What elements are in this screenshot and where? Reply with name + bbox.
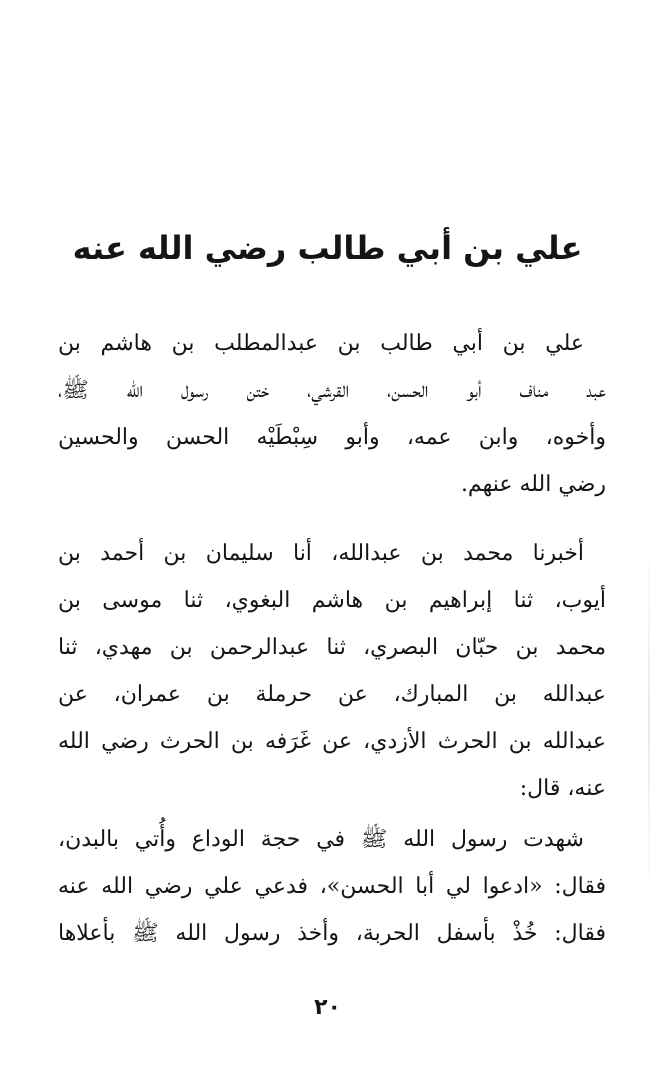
page-title: علي بن أبي طالب رضي الله عنه: [72, 229, 583, 267]
text-line: أخبرنا محمد بن عبدالله، أنا سليمان بن أحمد بن: [58, 541, 584, 566]
text-line: عبدالله بن المبارك، عن حرملة بن عمران، عن: [58, 682, 606, 707]
text-line: علي بن أبي طالب بن عبدالمطلب بن هاشم بن: [58, 331, 584, 356]
page-number: ٢٠: [314, 995, 341, 1020]
text-line: أيوب، ثنا إبراهيم بن هاشم البغوي، ثنا موسى بن: [58, 588, 606, 613]
text-line: وأخوه، وابن عمه، وأبو سِبْطَيْه الحسن والحسين: [58, 425, 606, 450]
text-line: عبدالله بن الحرث الأزدي، عن غَرَفه بن الحرث رضي الله: [58, 729, 606, 754]
paragraph-isnad: [58, 530, 606, 812]
paragraph-hadith: [58, 816, 606, 957]
text-line: شهدت رسول الله ﷺ في حجة الوداع وأُتي بالبدن،: [58, 827, 584, 852]
text-line: عنه، قال:: [519, 776, 606, 801]
text-line: محمد بن حبّان البصري، ثنا عبدالرحمن بن مهدي، ثنا: [58, 635, 606, 660]
text-line: فقال: خُذْ بأسفل الحربة، وأخذ رسول الله ﷺ بأعلاها: [58, 921, 606, 946]
scan-edge-mark: [648, 540, 650, 900]
text-line: رضي الله عنهم.: [460, 472, 606, 497]
paragraph-biography: [58, 320, 606, 508]
text-line: فقال: «ادعوا لي أبا الحسن»، فدعي علي رضي الله عنه: [58, 874, 606, 899]
text-line: عبد مناف أبو الحسن، القرشي، ختن رسول الله ﷺ،: [58, 378, 606, 403]
